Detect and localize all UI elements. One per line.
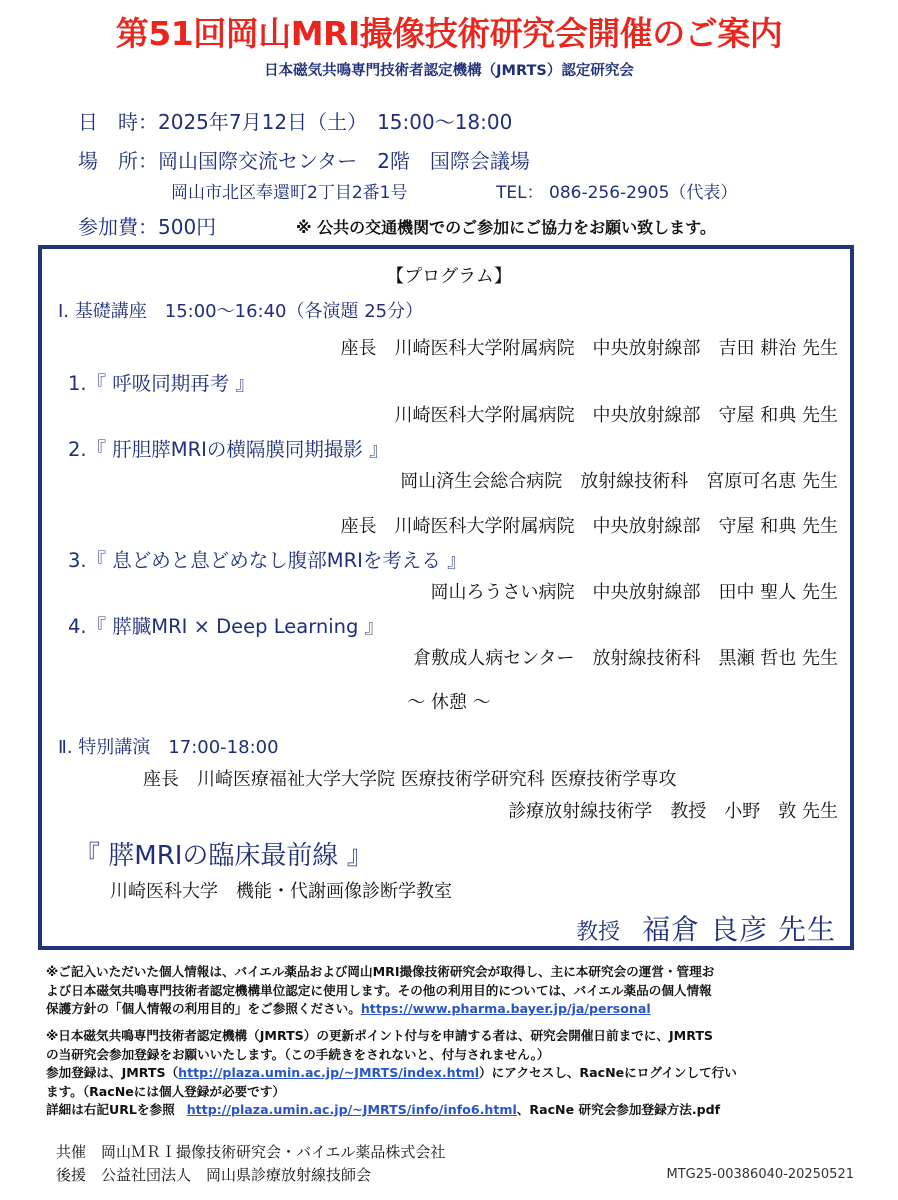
special-lecturer (576, 908, 836, 948)
co-host: 共催 岡山ＭＲＩ撮像技術研究会・バイエル薬品株式会社 (56, 1143, 446, 1161)
talk-1-speaker: 川崎医科大学附属病院 中央放射線部 守屋 和典 先生 (394, 405, 838, 426)
section-basic-lecture: Ⅰ. 基礎講座 15:00～16:40（各演題 25分） (58, 301, 424, 322)
talk-3-title: 3.『 息どめと息どめなし腹部MRIを考える 』 (68, 549, 467, 572)
jmrts-line: 参加登録は、JMRTS（http://plaza.umin.ac.jp/~JMRTS/index.html）にアクセスし、RacNeにログインして行い (46, 1065, 737, 1080)
chair-3-line-2: 診療放射線技術学 教授 小野 敦 先生 (508, 801, 838, 822)
supporter: 後援 公益社団法人 岡山県診療放射線技師会 (56, 1166, 372, 1184)
jmrts-index-link[interactable]: http://plaza.umin.ac.jp/~JMRTS/index.html (178, 1065, 480, 1080)
talk-3-speaker: 岡山ろうさい病院 中央放射線部 田中 聖人 先生 (430, 582, 838, 603)
telephone: TEL： 086-256-2905（代表） (496, 183, 738, 203)
chair-2: 座長 川崎医科大学附属病院 中央放射線部 守屋 和典 先生 (340, 516, 838, 537)
date-label: 日 時： (78, 110, 158, 134)
section-special-lecture: Ⅱ. 特別講演 17:00-18:00 (58, 737, 279, 758)
privacy-line: よび日本磁気共鳴専門技術者認定機構単位認定に使用します。その他の利用目的については、バイエル薬品の個人情報 (46, 982, 712, 998)
fee-row (78, 211, 216, 240)
page-title: 第51回岡山MRI撮像技術研究会開催のご案内 (115, 14, 783, 53)
place-row (78, 145, 530, 174)
page-subtitle: 日本磁気共鳴専門技術者認定機構（JMRTS）認定研究会 (264, 63, 634, 79)
address: 岡山市北区奉還町2丁目2番1号 (171, 183, 408, 203)
chair-1: 座長 川崎医科大学附属病院 中央放射線部 吉田 耕治 先生 (340, 338, 838, 359)
privacy-text: 保護方針の「個人情報の利用目的」をご参照ください。 (46, 1001, 361, 1016)
privacy-line (46, 1000, 714, 1019)
fee-note: ※ 公共の交通機関でのご参加にご協力をお願い致します。 (296, 218, 716, 237)
talk-4-title: 4.『 膵臓MRI × Deep Learning 』 (68, 615, 385, 638)
jmrts-info-link[interactable]: http://plaza.umin.ac.jp/~JMRTS/info/info6.html (186, 1102, 517, 1117)
talk-2-title: 2.『 肝胆膵MRIの横隔膜同期撮影 』 (68, 438, 389, 461)
date-row (78, 106, 512, 135)
special-lecture-title: 『 膵MRIの臨床最前線 』 (74, 841, 373, 871)
talk-4-speaker: 倉敷成人病センター 放射線技術科 黒瀬 哲也 先生 (413, 648, 838, 669)
fee-label: 参加費： (78, 215, 158, 239)
special-lecturer-name: 福倉 良彦 先生 (642, 913, 836, 946)
fee-value: 500円 (158, 215, 217, 239)
place-label: 場 所： (78, 149, 158, 173)
jmrts-line: 詳細は右記URLを参照 http://plaza.umin.ac.jp/~JMRTS/info/info6.html、RacNe 研究会参加登録方法.pdf (46, 1102, 721, 1117)
jmrts-notice (46, 1027, 737, 1120)
jmrts-line: の当研究会参加登録をお願いいたします。（この手続きをされないと、付与されません。） (46, 1046, 550, 1062)
privacy-line: ※ご記入いただいた個人情報は、バイエル薬品および岡山MRI撮像技術研究会が取得し、主に本研究会の運営・管理お (46, 964, 715, 979)
place-value: 岡山国際交流センター 2階 国際会議場 (158, 149, 530, 173)
document-code: MTG25-00386040-20250521 (666, 1167, 854, 1182)
chair-3-line-1: 座長 川崎医療福祉大学大学院 医療技術学研究科 医療技術学専攻 (143, 769, 677, 790)
talk-1-title: 1.『 呼吸同期再考 』 (68, 372, 256, 395)
date-value: 2025年7月12日（土） 15:00～18:00 (158, 110, 513, 134)
break-label: ～ 休憩 ～ (407, 692, 491, 713)
privacy-policy-link[interactable]: https://www.pharma.bayer.jp/ja/personal (360, 1001, 651, 1016)
special-lecturer-role: 教授 (576, 920, 621, 945)
special-lecture-affiliation: 川崎医科大学 機能・代謝画像診断学教室 (110, 881, 452, 902)
talk-2-speaker: 岡山済生会総合病院 放射線技術科 宮原可名恵 先生 (400, 471, 838, 492)
program-heading: 【プログラム】 (386, 266, 512, 287)
jmrts-line: ※日本磁気共鳴専門技術者認定機構（JMRTS）の更新ポイント付与を申請する者は、研究会開催日前までに、JMRTS (46, 1028, 713, 1043)
jmrts-line: ます。（RacNeには個人登録が必要です） (46, 1083, 285, 1099)
privacy-notice (46, 963, 714, 1019)
